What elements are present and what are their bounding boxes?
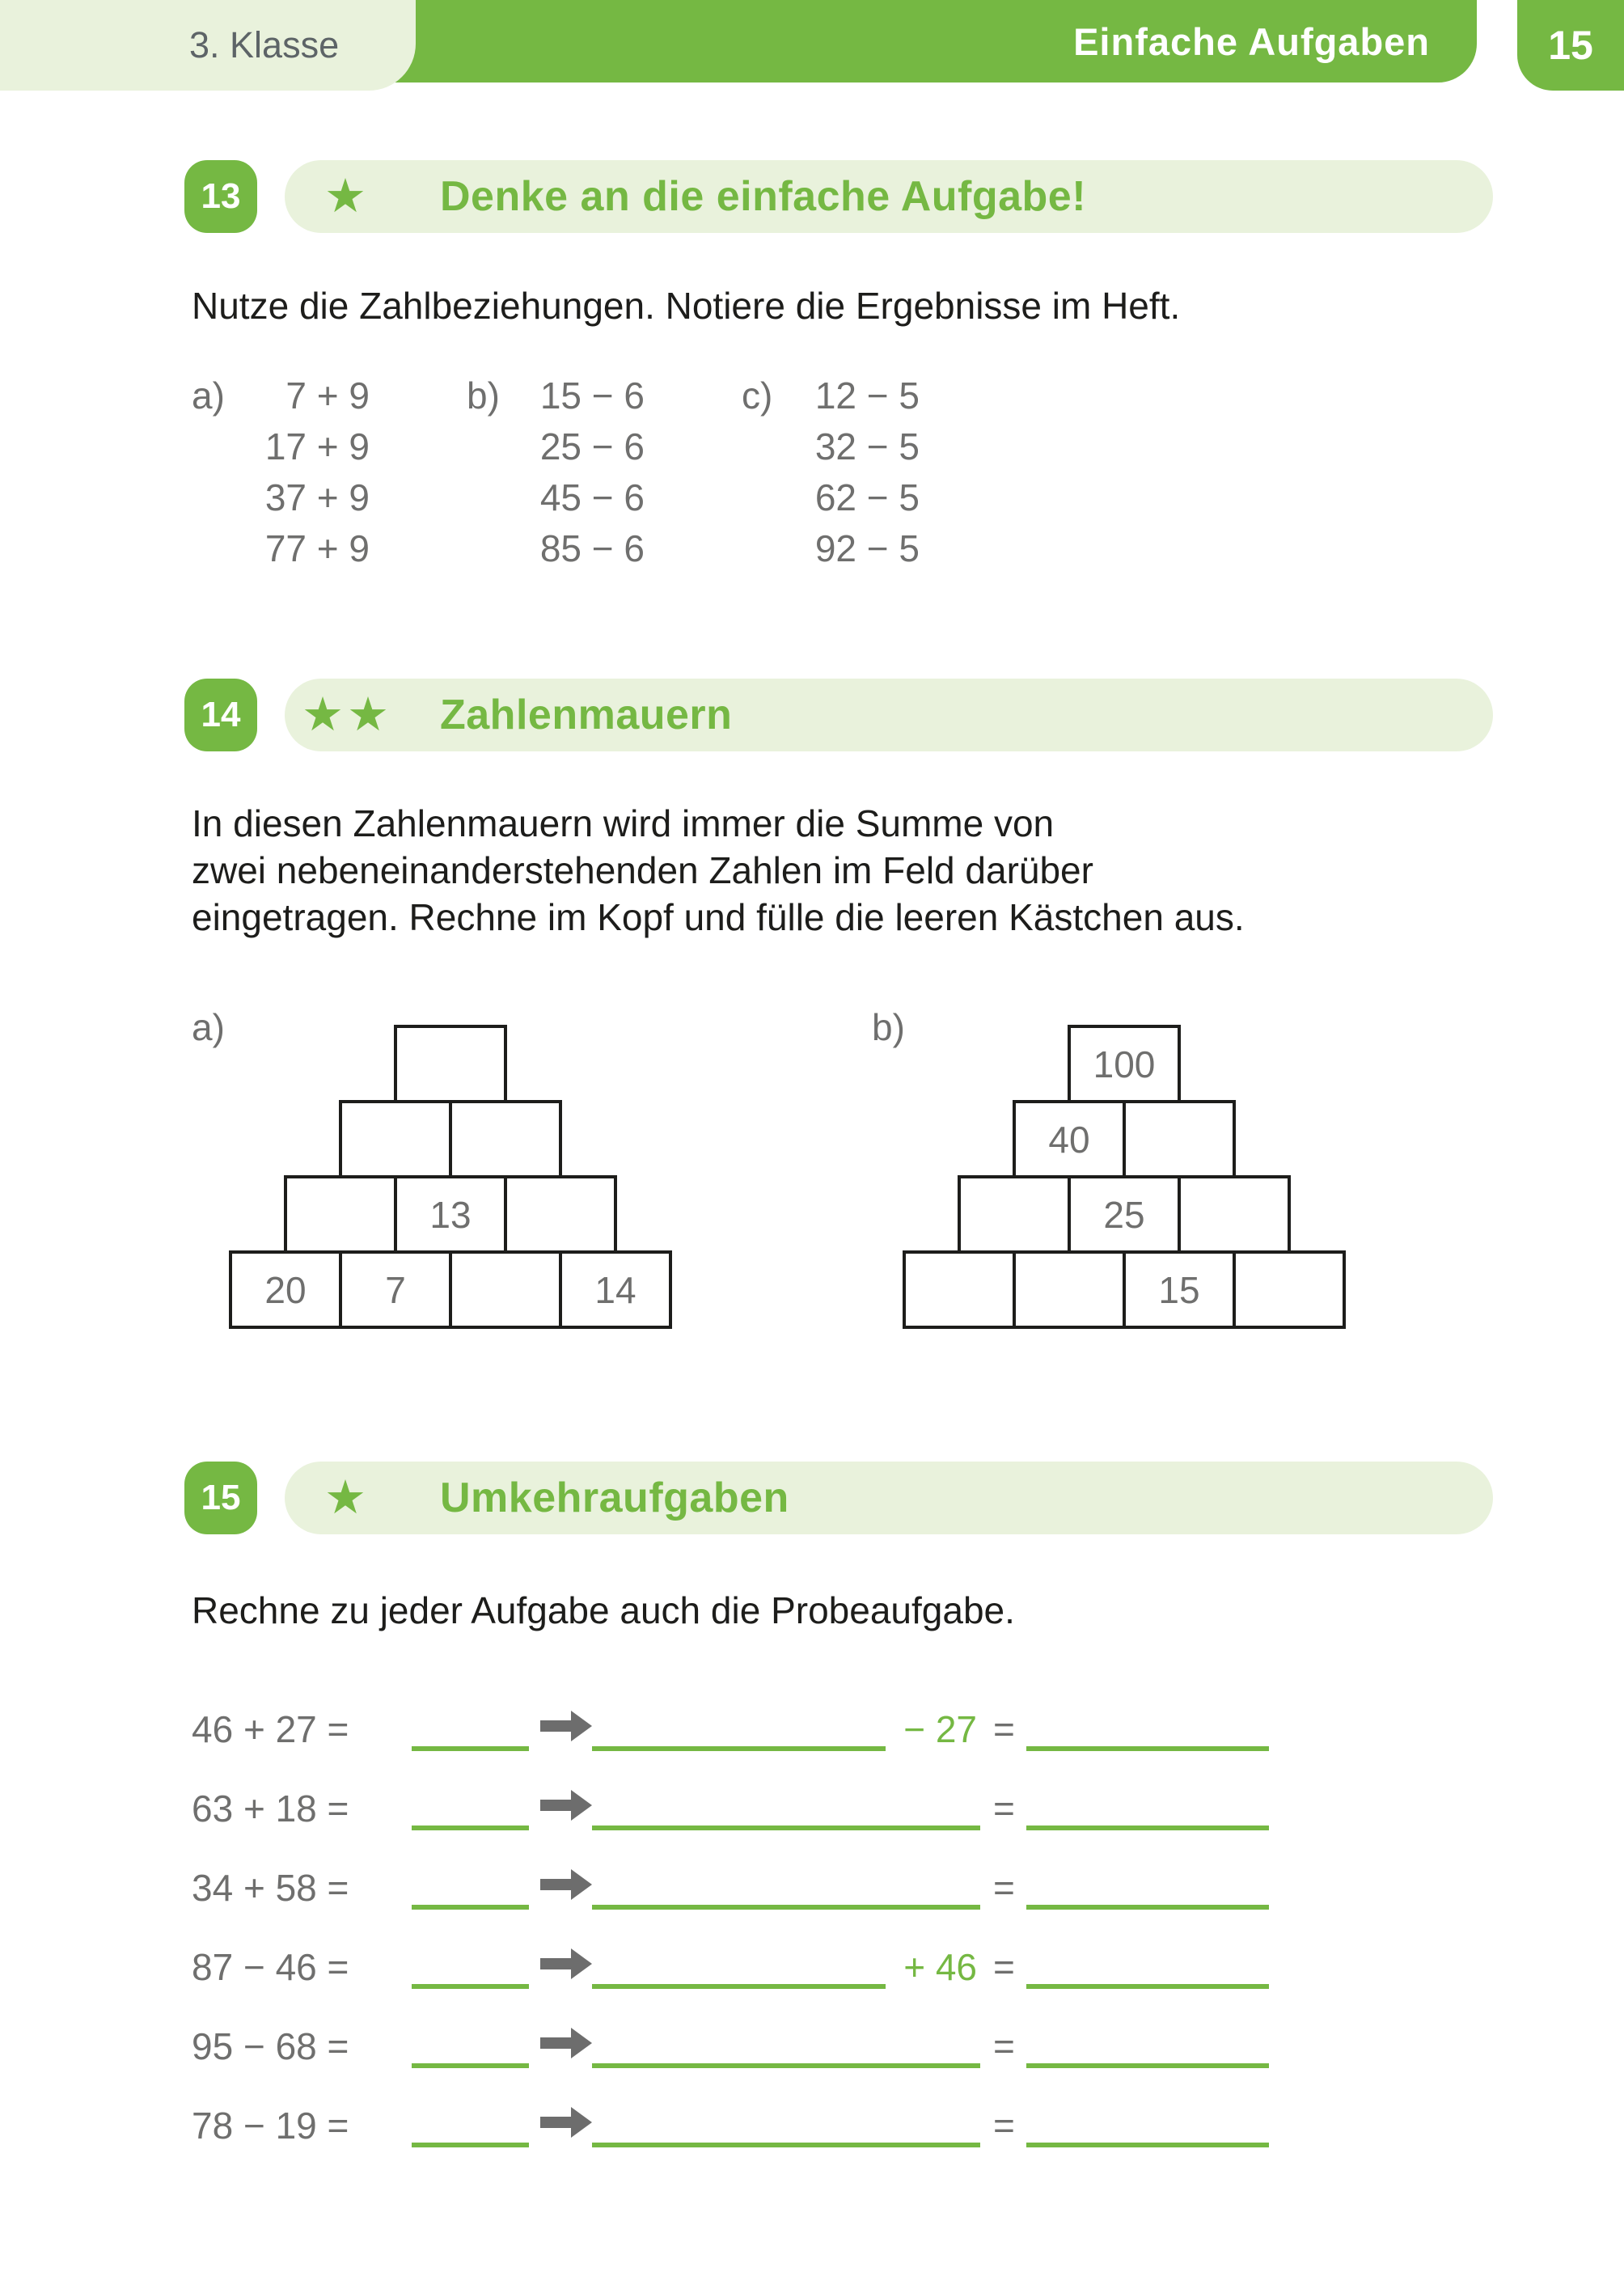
answer-blank[interactable] (1026, 2063, 1269, 2068)
probe-expression (592, 1826, 980, 1832)
grade-label: 3. Klasse (189, 24, 340, 66)
exercise-item: 85 − 6 (539, 527, 645, 569)
task-title-bar (285, 160, 1493, 233)
task-instruction: Nutze die Zahlbeziehungen. Notiere die Ergebnisse im Heft. (192, 285, 1181, 327)
answer-blank[interactable] (412, 1746, 529, 1751)
pyramid-cell-empty[interactable] (504, 1175, 617, 1254)
task-number-badge: 14 (184, 679, 257, 751)
probe-operator: − 27 (903, 1708, 977, 1750)
pyramid-cell-value: 13 (394, 1175, 507, 1254)
pyramid-cell-value: 7 (339, 1250, 452, 1329)
equals-sign: = (993, 2105, 1015, 2147)
instruction-line: eingetragen. Rechne im Kopf und fülle die leeren Kästchen aus. (192, 896, 1245, 938)
task-title: Zahlenmauern (440, 692, 733, 738)
exercise-column-b (467, 370, 645, 574)
exercise-item: 62 − 5 (814, 476, 920, 518)
answer-blank[interactable] (592, 2143, 980, 2147)
task-number-badge: 15 (184, 1462, 257, 1534)
arrow-right-icon (540, 1948, 592, 1979)
difficulty-stars-icon: ★ (324, 170, 370, 222)
task-instruction: Rechne zu jeder Aufgabe auch die Probeaufgabe. (192, 1589, 1015, 1631)
equation-lhs: 95 − 68 = (192, 2025, 360, 2067)
equation-lhs: 78 − 19 = (192, 2105, 360, 2147)
exercise-column-a (192, 370, 370, 574)
instruction-line: zwei nebeneinanderstehenden Zahlen im Feld darüber (192, 849, 1093, 891)
answer-blank[interactable] (412, 1905, 529, 1910)
exercise-item: 45 − 6 (539, 476, 645, 518)
page-header (0, 0, 1624, 95)
probe-expression (592, 1905, 980, 1911)
answer-blank[interactable] (592, 1905, 980, 1910)
pyramid-cell-empty[interactable] (1013, 1250, 1126, 1329)
pyramid-row (339, 1100, 562, 1178)
exercise-item: 25 − 6 (539, 425, 645, 467)
exercise-item: 37 + 9 (264, 476, 370, 518)
exercise-column-c (742, 370, 920, 574)
answer-blank[interactable] (592, 2063, 980, 2068)
equation-lhs: 34 + 58 = (192, 1867, 360, 1909)
equation-lhs: 63 + 18 = (192, 1787, 360, 1830)
pyramid-cell-value: 40 (1013, 1100, 1126, 1178)
task-instruction (192, 800, 1493, 941)
answer-blank[interactable] (412, 1984, 529, 1989)
probe-expression (592, 1706, 980, 1753)
number-pyramid-b (903, 1025, 1346, 1329)
arrow-right-icon (540, 1711, 592, 1741)
pyramid-cell-empty[interactable] (339, 1100, 452, 1178)
pyramid-row (958, 1175, 1291, 1254)
answer-blank[interactable] (1026, 1905, 1269, 1910)
equation-list (192, 1701, 1624, 2149)
equation-row (192, 1859, 1624, 1911)
task-title: Umkehraufgaben (440, 1474, 789, 1521)
equals-sign: = (993, 1946, 1015, 1988)
task-14-header (184, 679, 1493, 751)
equation-row (192, 1780, 1624, 1832)
answer-blank[interactable] (1026, 1826, 1269, 1830)
equation-row (192, 2097, 1624, 2149)
pyramid-row (229, 1250, 672, 1329)
number-pyramids (0, 1005, 1624, 1339)
column-label: a) (192, 374, 225, 417)
chapter-title: Einfache Aufgaben (1073, 19, 1430, 63)
equation-row (192, 1939, 1624, 1991)
answer-blank[interactable] (592, 1984, 886, 1989)
arrow-right-icon (540, 2107, 592, 2138)
arrow-right-icon (540, 1790, 592, 1821)
page-number: 15 (1548, 23, 1593, 68)
pyramid-cell-empty[interactable] (449, 1250, 562, 1329)
pyramid-cell-value: 14 (559, 1250, 672, 1329)
task-title: Denke an die einfache Aufgabe! (440, 173, 1087, 220)
probe-operator: + 46 (903, 1946, 977, 1988)
difficulty-stars-icon: ★★ (302, 688, 392, 741)
answer-blank[interactable] (1026, 1984, 1269, 1989)
instruction-line: In diesen Zahlenmauern wird immer die Summe von (192, 802, 1055, 844)
equals-sign: = (993, 1787, 1015, 1830)
pyramid-cell-empty[interactable] (449, 1100, 562, 1178)
exercise-item: 15 − 6 (539, 374, 645, 417)
task-14 (0, 679, 1624, 1339)
equation-row (192, 2018, 1624, 2070)
exercise-columns (192, 370, 1624, 574)
task-13-header (184, 160, 1493, 233)
arrow-right-icon (540, 1869, 592, 1900)
column-label: c) (742, 374, 773, 417)
exercise-item: 92 − 5 (814, 527, 920, 569)
pyramid-cell-empty[interactable] (394, 1025, 507, 1103)
grade-tab (0, 0, 416, 91)
column-items (514, 370, 645, 574)
pyramid-row (1068, 1025, 1181, 1103)
column-items (239, 370, 370, 574)
equation-lhs: 46 + 27 = (192, 1708, 360, 1750)
pyramid-cell-value: 100 (1068, 1025, 1181, 1103)
pyramid-cell-value: 20 (229, 1250, 342, 1329)
exercise-item: 17 + 9 (264, 425, 370, 467)
pyramid-cell-empty[interactable] (903, 1250, 1016, 1329)
column-label: b) (467, 374, 500, 417)
pyramid-label: a) (192, 1006, 225, 1048)
exercise-item: 77 + 9 (264, 527, 370, 569)
number-pyramid-a (229, 1025, 672, 1329)
task-15 (0, 1462, 1624, 2149)
answer-blank[interactable] (412, 2143, 529, 2147)
equation-row (192, 1701, 1624, 1753)
pyramid-cell-empty[interactable] (1233, 1250, 1346, 1329)
pyramid-cell-value: 15 (1123, 1250, 1236, 1329)
pyramid-row (1013, 1100, 1236, 1178)
answer-blank[interactable] (1026, 1746, 1269, 1751)
probe-expression (592, 2063, 980, 2070)
task-title-bar (285, 1462, 1493, 1534)
pyramid-cell-empty[interactable] (958, 1175, 1071, 1254)
difficulty-stars-icon: ★ (324, 1471, 370, 1524)
equals-sign: = (993, 1708, 1015, 1750)
pyramid-row (284, 1175, 617, 1254)
arrow-right-icon (540, 2028, 592, 2058)
pyramid-cell-value: 25 (1068, 1175, 1181, 1254)
pyramid-row (903, 1250, 1346, 1329)
equals-sign: = (993, 1867, 1015, 1909)
task-15-header (184, 1462, 1493, 1534)
pyramid-cell-empty[interactable] (1178, 1175, 1291, 1254)
page-number-badge (1517, 0, 1624, 91)
probe-expression (592, 2143, 980, 2149)
task-number-badge: 13 (184, 160, 257, 233)
answer-blank[interactable] (412, 1826, 529, 1830)
answer-blank[interactable] (412, 2063, 529, 2068)
exercise-item: 32 − 5 (814, 425, 920, 467)
equals-sign: = (993, 2025, 1015, 2067)
column-items (789, 370, 920, 574)
answer-blank[interactable] (1026, 2143, 1269, 2147)
pyramid-label: b) (872, 1006, 905, 1048)
pyramid-row (394, 1025, 507, 1103)
pyramid-cell-empty[interactable] (1123, 1100, 1236, 1178)
task-title-bar (285, 679, 1493, 751)
exercise-item: 7 + 9 (285, 374, 370, 417)
equation-lhs: 87 − 46 = (192, 1946, 360, 1988)
exercise-item: 12 − 5 (814, 374, 920, 417)
answer-blank[interactable] (592, 1826, 980, 1830)
task-13 (0, 160, 1624, 574)
pyramid-cell-empty[interactable] (284, 1175, 397, 1254)
answer-blank[interactable] (592, 1746, 886, 1751)
probe-expression (592, 1944, 980, 1991)
